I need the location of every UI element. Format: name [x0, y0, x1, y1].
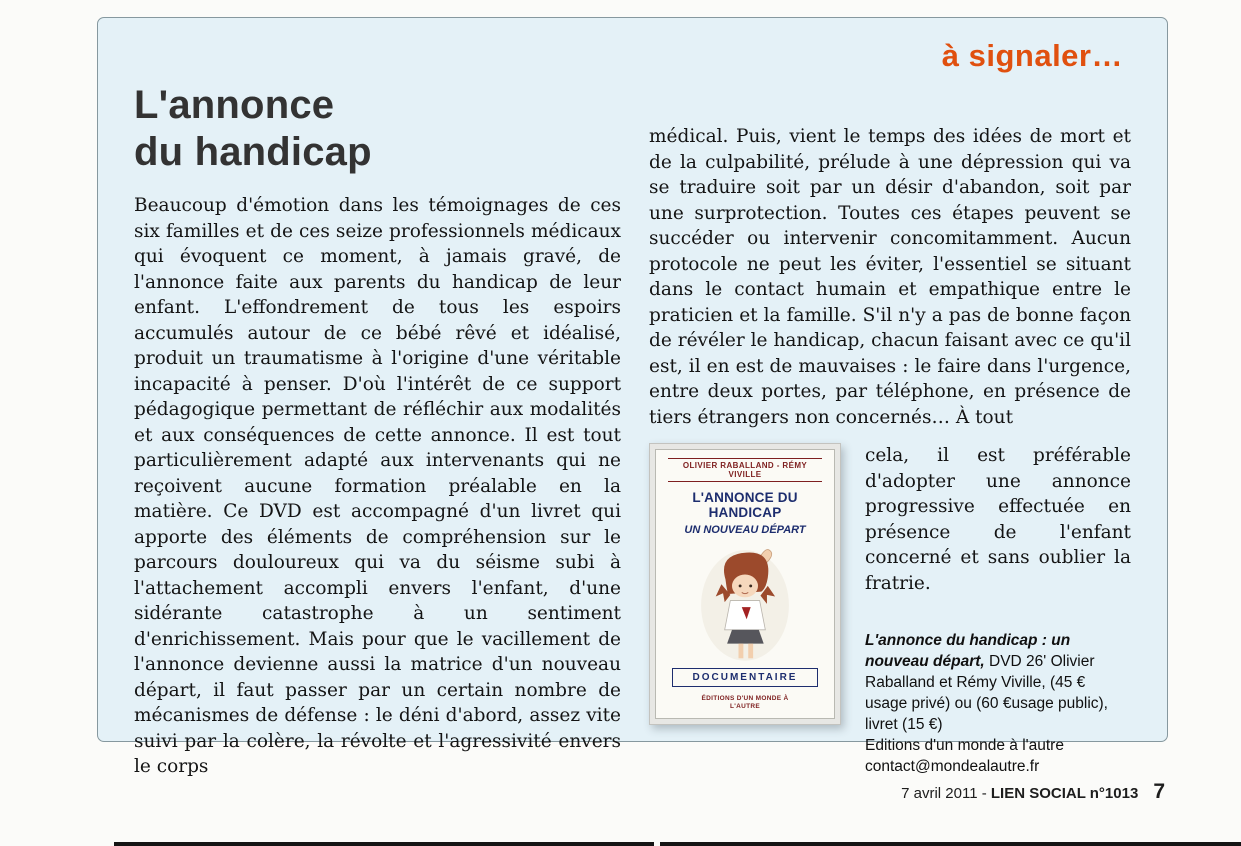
dvd-genre-label: DOCUMENTAIRE	[672, 668, 819, 687]
caption-publisher: Editions d'un monde à l'autre	[865, 737, 1064, 754]
column-right	[649, 18, 1131, 780]
dvd-authors: OLIVIER RABALLAND - RÉMY VIVILLE	[668, 458, 822, 482]
page-footer	[901, 780, 1165, 804]
article-body-wrap: cela, il est préférable d'adopter une annonce progressive effectuée en présence de l'enfant concerné et sans oublier la fratrie.	[865, 445, 1131, 594]
article-title	[134, 82, 621, 176]
page-number: 7	[1153, 780, 1165, 803]
caption-contact: contact@mondealautre.fr	[865, 758, 1040, 775]
scan-edge-line	[114, 842, 654, 846]
article-title-line2: du handicap	[134, 130, 372, 174]
article-columns	[134, 18, 1131, 780]
dvd-cover	[649, 443, 841, 725]
article-body-left: Beaucoup d'émotion dans les témoignages de ces six familles et de ces seize professionnels médicaux qui évoquent ce moment, à jamais gravé, de l'annonce faite aux parents du handicap de leur enfant. L'effondrement de tous les espoirs accumulés autour de ce bébé rêvé et idéalisé, produit un traumatisme à l'origine d'une véritable incapacité à penser. D'où l'intérêt de ce support pédagogique permettant de réfléchir aux modalités et aux conséquences de cette annonce. Il est tout particulièrement adapté aux intervenants qui ne reçoivent aucune formation préalable en la matière. Ce DVD est accompagné d'un livret qui apporte des éléments de compréhension sur le parcours douloureux qui va du séisme subi à l'attachement accompli envers l'enfant, d'une sidérante catastrophe à un sentiment d'enrichissement. Mais pour que le vacillement de l'annonce devienne aussi la matrice d'un nouveau départ, il faut passer par un certain nombre de mécanismes de défense : le déni d'abord, assez vite suivi par la colère, la révolte et l'agressivité envers le corps	[134, 195, 621, 777]
article-panel	[97, 17, 1168, 777]
article-title-line1: L'annonce	[134, 83, 335, 127]
caption-main	[865, 630, 1131, 735]
dvd-subtitle: UN NOUVEAU DÉPART	[684, 524, 806, 536]
caption-details: DVD 26' Olivier Raballand et Rémy Viville, (45 € usage privé) ou (60 €usage public), livret (15 €)	[865, 653, 1108, 733]
dvd-title: L'ANNONCE DU HANDICAP	[692, 490, 798, 520]
section-label: à signaler…	[941, 38, 1123, 73]
article-body-right: médical. Puis, vient le temps des idées de mort et de la culpabilité, prélude à une dépression qui va se traduire soit par un désir d'abandon, soit par une surprotection. Toutes ces étapes peuvent se succéder ou intervenir concomitamment. Aucun protocole ne peut les éviter, l'essentiel se situant dans le contact humain et empathique entre le praticien et la famille. S'il n'y a pas de bonne façon de révéler le handicap, chacun faisant avec ce qu'il est, il en est de mauvaises : le faire dans l'urgence, entre deux portes, par téléphone, en présence de tiers étrangers non concernés… À tout	[649, 126, 1131, 428]
footer-date: 7 avril 2011 -	[901, 785, 991, 802]
footer-magazine-name: LIEN SOCIAL n°1013	[990, 785, 1139, 802]
dvd-cover-inner	[655, 449, 835, 719]
beside-cover	[865, 443, 1131, 777]
dvd-caption	[865, 630, 1131, 777]
cover-illustration	[689, 542, 801, 664]
scan-edge-line	[660, 842, 1241, 846]
caption-title: L'annonce du handicap : un nouveau départ,	[865, 632, 1071, 670]
column-left	[134, 18, 621, 780]
dvd-publisher-logo: ÉDITIONS D'UN MONDE À L'AUTRE	[701, 695, 789, 710]
media-row	[649, 443, 1131, 777]
